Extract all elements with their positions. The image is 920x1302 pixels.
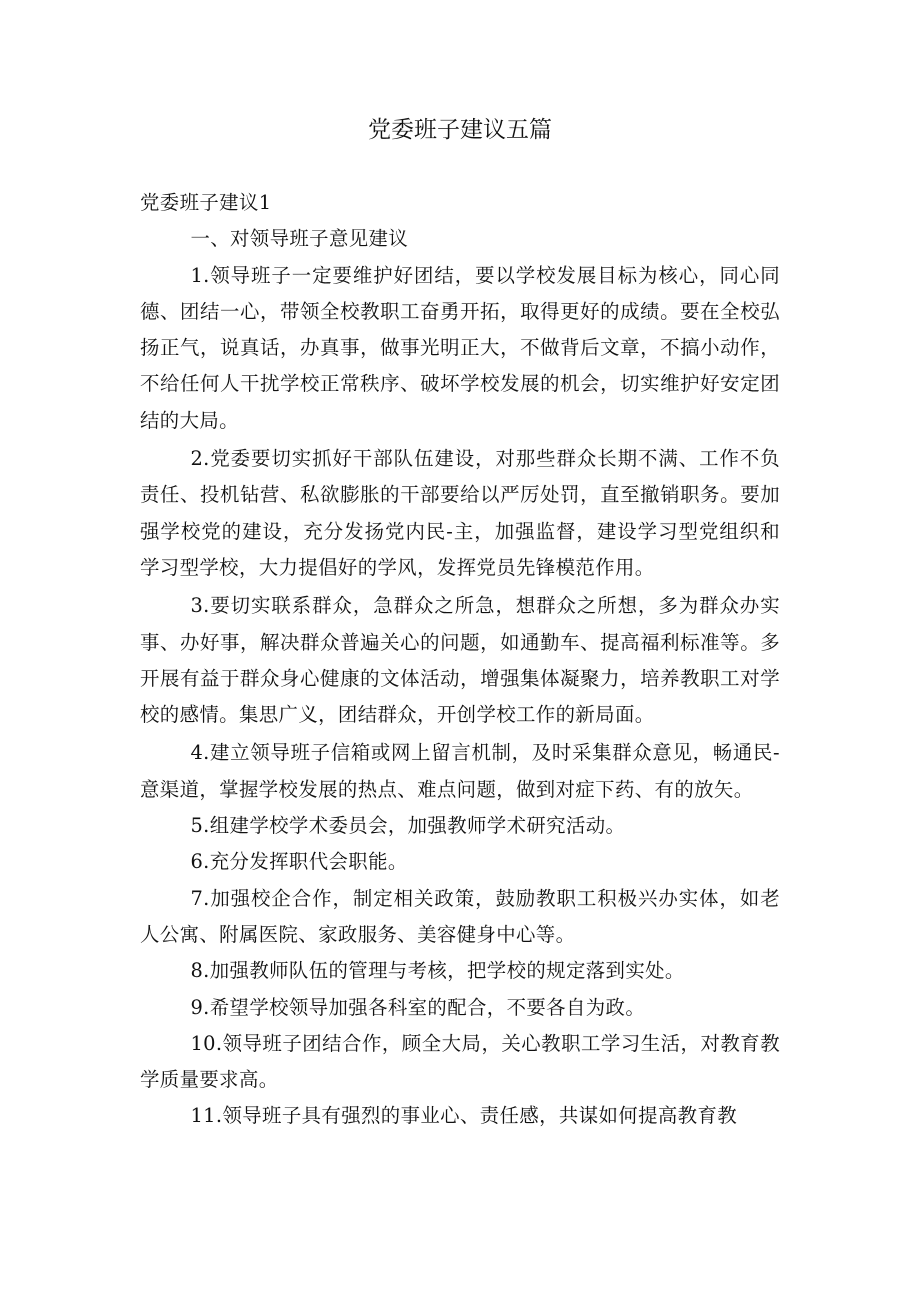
subtitle: 党委班子建议1 (140, 191, 272, 214)
document-body (140, 185, 780, 1135)
paragraph-6: 6.充分发挥职代会职能。 (190, 850, 408, 874)
paragraph-10: 10.领导班子团结合作，顾全大局，关心教职工学习生活，对教育教学质量要求高。 (140, 1031, 780, 1092)
paragraph-4: 4.建立领导班子信箱或网上留言机制，及时采集群众意见，畅通民-意渠道，掌握学校发展的热点、难点问题，做到对症下药、有的放矢。 (140, 741, 780, 801)
paragraph-9: 9.希望学校领导加强各科室的配合，不要各自为政。 (190, 995, 646, 1019)
paragraph-8: 8.加强教师队伍的管理与考核，把学校的规定落到实处。 (190, 959, 685, 983)
paragraph-5: 5.组建学校学术委员会，加强教师学术研究活动。 (190, 814, 626, 838)
paragraph-11: 11.领导班子具有强烈的事业心、责任感，共谋如何提高教育教 (190, 1104, 738, 1128)
document-title: 党委班子建议五篇 (368, 117, 552, 143)
paragraph-7: 7.加强校企合作，制定相关政策，鼓励教职工积极兴办实体，如老人公寓、附属医院、家政服务、美容健身中心等。 (140, 886, 780, 946)
paragraph-2: 2.党委要切实抓好干部队伍建设，对那些群众长期不满、工作不负责任、投机钻营、私欲膨胀的干部要给以严厉处罚，直至撤销职务。要加强学校党的建设，充分发扬党内民-主，加强监督，建设学习型党组织和学习型学校，大力提倡好的学风，发挥党员先锋模范作用。 (140, 447, 780, 579)
paragraph-1: 1.领导班子一定要维护好团结，要以学校发展目标为核心，同心同德、团结一心，带领全校教职工奋勇开拓，取得更好的成绩。要在全校弘扬正气，说真话，办真事，做事光明正大，不做背后文章，不搞小动作，不给任何人干扰学校正常秩序、破坏学校发展的机会，切实维护好安定团结的大局。 (140, 263, 780, 432)
paragraph-3: 3.要切实联系群众，急群众之所急，想群众之所想，多为群众办实事、办好事，解决群众普遍关心的问题，如通勤车、提高福利标准等。多开展有益于群众身心健康的文体活动，增强集体凝聚力，培养教职工对学校的感情。集思广义，团结群众，开创学校工作的新局面。 (140, 594, 780, 727)
section-heading: 一、对领导班子意见建议 (190, 227, 409, 251)
